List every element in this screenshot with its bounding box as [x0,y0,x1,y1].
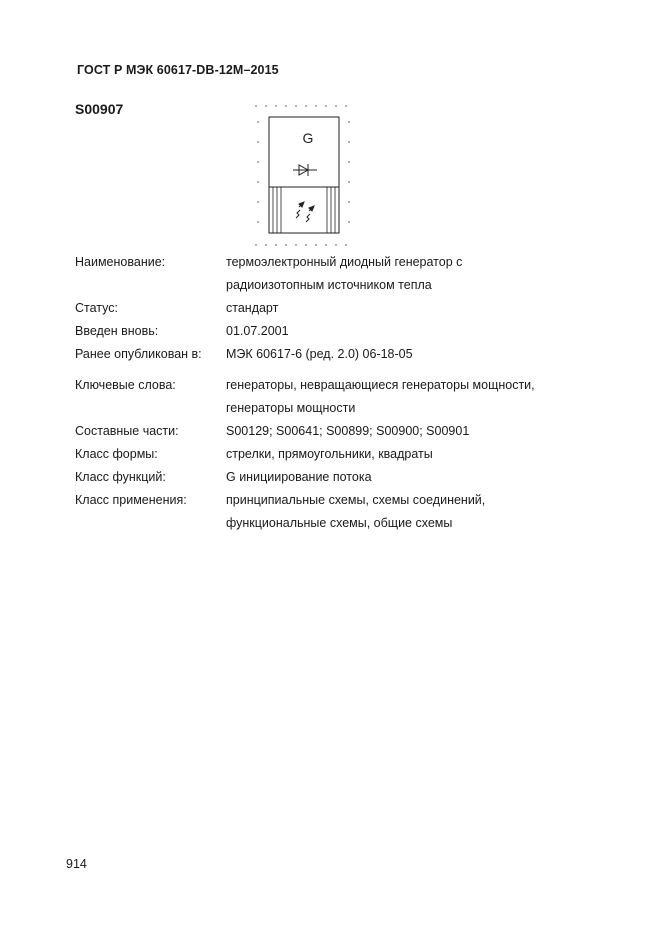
property-value-line: стандарт [226,301,279,315]
property-value-line: радиоизотопным источником тепла [226,278,432,292]
property-value-line: генераторы, невращающиеся генераторы мощности, [226,378,535,392]
property-value [226,489,586,535]
property-value [226,343,586,366]
property-value [226,466,586,489]
property-value [226,320,586,343]
diode-icon [293,164,317,176]
property-value [226,297,586,320]
property-label: Ранее опубликован в: [75,347,202,361]
property-value-line: S00129; S00641; S00899; S00900; S00901 [226,424,470,438]
property-label: Статус: [75,301,118,315]
property-label: Класс применения: [75,493,187,507]
property-label: Класс формы: [75,447,158,461]
property-value [226,420,586,443]
property-value-line: принципиальные схемы, схемы соединений, [226,493,486,507]
symbol-code: S00907 [75,101,124,117]
property-label: Класс функций: [75,470,166,484]
property-value-line: G инициирование потока [226,470,372,484]
property-label: Введен вновь: [75,324,159,338]
property-value-line: генераторы мощности [226,401,356,415]
document-header: ГОСТ Р МЭК 60617-DB-12M–2015 [77,63,279,77]
radiation-arrows-icon [296,202,314,222]
generator-symbol-graphic [252,98,356,248]
property-value-line: МЭК 60617-6 (ред. 2.0) 06-18-05 [226,347,413,361]
property-label: Составные части: [75,424,179,438]
property-value [226,374,586,420]
property-value-line: термоэлектронный диодный генератор с [226,255,463,269]
property-value-line: 01.07.2001 [226,324,289,338]
property-label: Ключевые слова: [75,378,176,392]
generator-letter: G [302,130,314,146]
property-value-line: функциональные схемы, общие схемы [226,516,453,530]
page-number: 914 [66,857,87,871]
property-value [226,443,586,466]
property-value-line: стрелки, прямоугольники, квадраты [226,447,433,461]
property-label: Наименование: [75,255,166,269]
property-value [226,251,586,297]
